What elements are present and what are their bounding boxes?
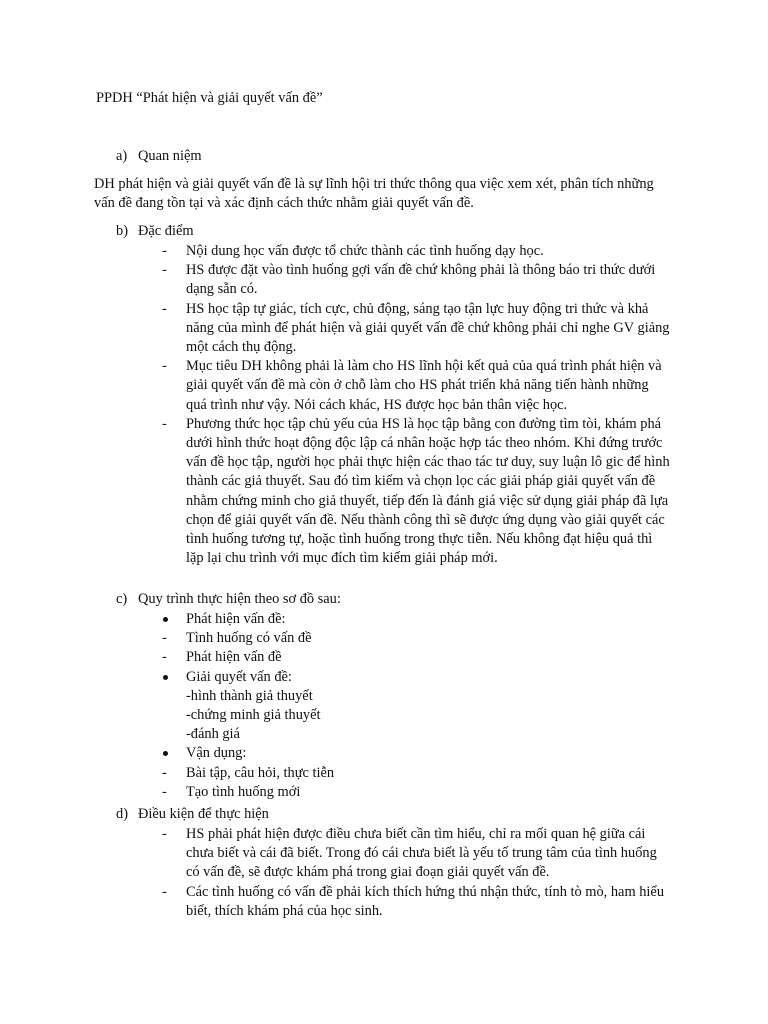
list-item: Vận dụng: [160, 744, 670, 763]
list-item: Phát hiện vấn đề: [160, 610, 670, 629]
section-d-marker: d) [116, 806, 128, 822]
section-a-title: Quan niệm [138, 148, 202, 164]
section-c-list [160, 610, 670, 802]
section-b-list [160, 242, 670, 568]
list-item: - Bài tập, câu hỏi, thực tiễn [162, 764, 335, 781]
section-d-list [160, 825, 670, 921]
document-title: PPDH “Phát hiện và giải quyết vấn đề” [96, 90, 323, 106]
list-item: - Phát hiện vấn đề [162, 649, 282, 666]
list-item: - Phương thức học tập chủ yếu của HS là học tập bằng con đường tìm tòi, khám phá dưới hình thức hoạt động độc lập cá nhân hoặc hợp tác theo nhóm. Khi đứng trước vấn đề học tập, người học phải thực hiện các thao tác tư duy, suy luận lô gic để hình thành các giả thuyết. Sau đó tìm kiếm và chọn lọc các giải pháp giải quyết vấn đề nhằm chứng minh cho giả thuyết, tiếp đến là đánh giá việc sử dụng giải pháp đã lựa chọn để giải quyết vấn đề. Nếu thành công thì sẽ được ứng dụng vào giải quyết các tình huống tương tự, hoặc tình huống trong thực tiễn. Nếu không đạt hiệu quả thì lặp lại chu trình với mục đích tìm kiếm giải pháp mới. [162, 415, 670, 567]
section-b-marker: b) [116, 223, 128, 239]
list-item: - Nội dung học vấn được tổ chức thành các tình huống dạy học. [162, 243, 544, 259]
sub-item: -hình thành giả thuyết [186, 687, 313, 704]
list-item: - Mục tiêu DH không phải là làm cho HS lĩnh hội kết quả của quá trình phát hiện và giải quyết vấn đề mà còn ở chỗ làm cho HS phát triển khả năng tiến hành những quá trình như vậy. Nói cách khác, HS được học bản thân việc học. [162, 358, 662, 413]
list-item: - Các tình huống có vấn đề phải kích thích hứng thú nhận thức, tính tò mò, ham hiểu biết, thích khám phá của học sinh. [162, 883, 665, 919]
section-a-paragraph: DH phát hiện và giải quyết vấn đề là sự lĩnh hội tri thức thông qua việc xem xét, phân tích những vấn đề đang tồn tại và xác định cách thức nhằm giải quyết vấn đề. [94, 176, 654, 212]
list-item: - Tạo tình huống mới [162, 783, 301, 800]
list-item: Giải quyết vấn đề: -hình thành giả thuyết -chứng minh giả thuyết -đánh giá [160, 668, 670, 745]
section-c-title: Quy trình thực hiện theo sơ đồ sau: [138, 591, 341, 607]
section-c-marker: c) [116, 591, 128, 607]
list-item: - HS học tập tự giác, tích cực, chủ động, sáng tạo tận lực huy động tri thức và khả năng của mình để phát hiện và giải quyết vấn đề chứ không phải chỉ nghe GV giảng một cách thụ động. [162, 300, 670, 356]
bullet-dot-icon [163, 617, 168, 622]
bullet-dot-icon [163, 751, 168, 756]
section-a-marker: a) [116, 148, 128, 164]
sub-item: -đánh giá [186, 726, 240, 743]
list-item: - Tình huống có vấn đề [162, 630, 312, 647]
section-b-title: Đặc điểm [138, 223, 194, 239]
bullet-dot-icon [163, 675, 168, 680]
section-d-title: Điều kiện để thực hiện [138, 806, 269, 822]
list-item: - HS phải phát hiện được điều chưa biết cần tìm hiểu, chỉ ra mối quan hệ giữa cái chưa biết và cái đã biết. Trong đó cái chưa biết là yếu tố trung tâm của tình huống có vấn đề, sẽ được khám phá trong giai đoạn giải quyết vấn đề. [162, 826, 657, 881]
list-item: - HS được đặt vào tình huống gợi vấn đề chứ không phải là thông báo tri thức dưới dạng sẵn có. [162, 262, 656, 298]
sub-item: -chứng minh giả thuyết [186, 707, 321, 724]
